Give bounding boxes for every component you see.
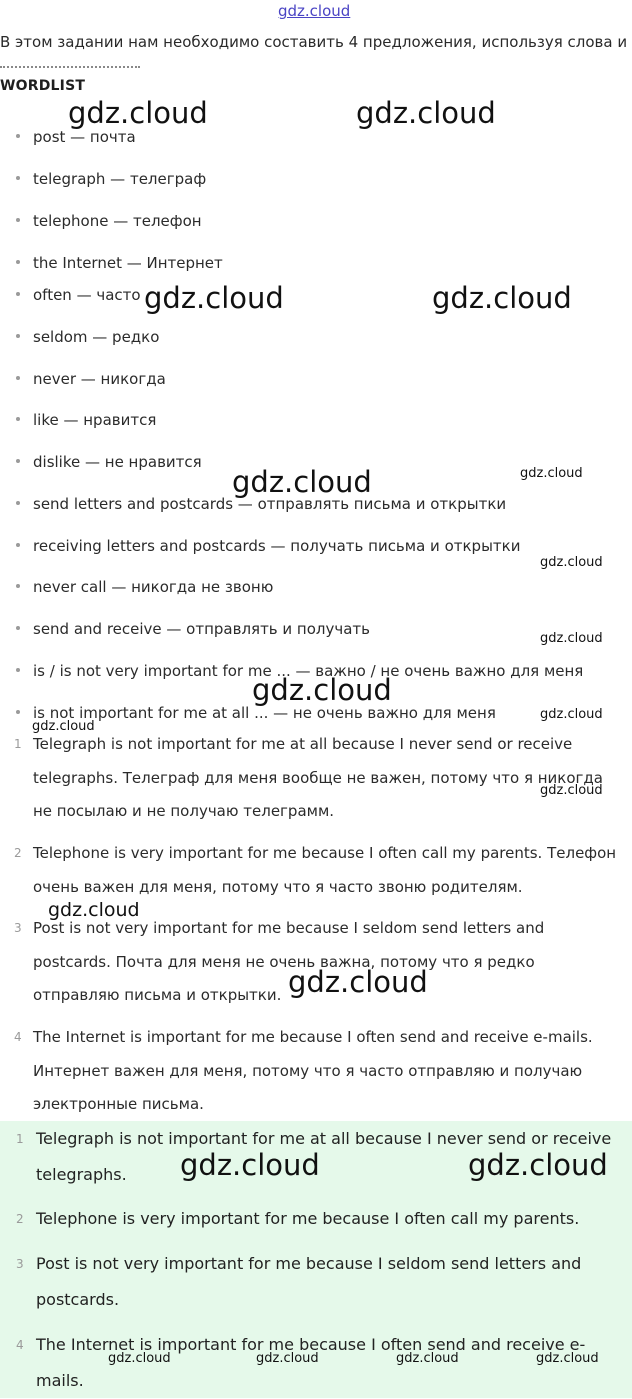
watermark: gdz.cloud [252, 673, 392, 707]
wordlist-item-text: is / is not very important for me ... — важно / не очень важно для меня [33, 662, 584, 680]
bullet-icon [16, 459, 20, 463]
watermark: gdz.cloud [540, 631, 603, 646]
watermark: gdz.cloud [520, 466, 583, 481]
item-number: 1 [14, 737, 22, 751]
watermark: gdz.cloud [432, 281, 572, 315]
wordlist-item-text: send and receive — отправлять и получать [33, 620, 371, 638]
watermark: gdz.cloud [144, 281, 284, 315]
wordlist-item [16, 620, 370, 638]
wordlist-item-text: post — почта [33, 128, 136, 146]
item-number: 2 [16, 1212, 24, 1226]
watermark: gdz.cloud [180, 1148, 320, 1182]
item-number: 4 [14, 1030, 22, 1044]
watermark: gdz.cloud [396, 1351, 459, 1366]
item-number: 3 [14, 921, 22, 935]
intro-text: В этом задании нам необходимо составить 4 предложения, используя слова и [0, 33, 628, 51]
wordlist-item-text: telephone — телефон [33, 212, 202, 230]
watermark: gdz.cloud [468, 1148, 608, 1182]
watermark: gdz.cloud [536, 1351, 599, 1366]
wordlist-item [16, 328, 159, 346]
item-text: Post is not very important for me because I seldom send letters and postcards. [36, 1254, 582, 1309]
watermark: gdz.cloud [68, 96, 208, 130]
bullet-icon [16, 218, 20, 222]
bullet-icon [16, 417, 20, 421]
item-number: 4 [16, 1338, 24, 1352]
watermark: gdz.cloud [540, 707, 603, 722]
wordlist-item [16, 254, 223, 272]
wordlist-heading: WORDLIST [0, 78, 86, 94]
item-number: 2 [14, 846, 22, 860]
watermark: gdz.cloud [540, 555, 603, 570]
wordlist-item-text: the Internet — Интернет [33, 254, 223, 272]
wordlist-item-text: often — часто [33, 286, 141, 304]
bullet-icon [16, 292, 20, 296]
bullet-icon [16, 626, 20, 630]
wordlist-item [16, 170, 206, 188]
item-text: Telephone is very important for me because I often call my parents. [36, 1209, 580, 1228]
watermark: gdz.cloud [232, 465, 372, 499]
site-link[interactable]: gdz.cloud [278, 2, 351, 20]
bullet-icon [16, 543, 20, 547]
wordlist-item [16, 212, 202, 230]
wordlist-item [16, 128, 136, 146]
bullet-icon [16, 260, 20, 264]
wordlist-item-text: receiving letters and postcards — получать письма и открытки [33, 537, 521, 555]
wordlist-item-text: is not important for me at all ... — не очень важно для меня [33, 704, 496, 722]
wordlist-item [16, 704, 496, 722]
bullet-icon [16, 334, 20, 338]
wordlist-item-text: dislike — не нравится [33, 453, 202, 471]
wordlist-item-text: never call — никогда не звоню [33, 578, 274, 596]
item-text: The Internet is important for me because I often send and receive e-mails. Интернет важен для меня, потому что я часто отправляю и получаю электронные письма. [33, 1028, 593, 1113]
wordlist-item-text: never — никогда [33, 370, 166, 388]
wordlist-item [16, 578, 273, 596]
watermark: gdz.cloud [32, 719, 95, 734]
wordlist-item [16, 662, 583, 680]
wordlist-item-text: like — нравится [33, 411, 157, 429]
item-text: Telephone is very important for me because I often call my parents. Телефон очень важен для меня, потому что я часто звоню родителям. [33, 844, 617, 896]
item-text: Telegraph is not important for me at all because I never send or receive telegraphs. [36, 1129, 612, 1184]
bullet-icon [16, 710, 20, 714]
bullet-icon [16, 376, 20, 380]
intro-continuation [0, 60, 180, 70]
item-text: Telegraph is not important for me at all because I never send or receive telegraphs. Телеграф для меня вообще не важен, потому что я никогда не посылаю и не получаю телеграмм. [33, 735, 603, 820]
list-item [14, 728, 620, 828]
wordlist-item [16, 286, 141, 304]
wordlist-item [16, 453, 202, 471]
wordlist-item [16, 495, 506, 513]
wordlist-item-text: seldom — редко [33, 328, 160, 346]
item-number: 3 [16, 1257, 24, 1271]
wordlist-item [16, 537, 520, 555]
list-item [14, 1021, 620, 1121]
bullet-icon [16, 501, 20, 505]
item-number: 1 [16, 1132, 24, 1146]
wordlist-item [16, 411, 156, 429]
watermark: gdz.cloud [256, 1351, 319, 1366]
bullet-icon [16, 134, 20, 138]
wordlist-item-text: telegraph — телеграф [33, 170, 207, 188]
bullet-icon [16, 668, 20, 672]
wordlist-item [16, 370, 166, 388]
watermark: gdz.cloud [48, 899, 140, 921]
watermark: gdz.cloud [540, 783, 603, 798]
watermark: gdz.cloud [356, 96, 496, 130]
watermark: gdz.cloud [108, 1351, 171, 1366]
list-item [14, 837, 620, 905]
bullet-icon [16, 584, 20, 588]
wordlist-item-text: send letters and postcards — отправлять письма и открытки [33, 495, 507, 513]
bullet-icon [16, 176, 20, 180]
item-text: The Internet is important for me because I often send and receive e-mails. [36, 1335, 586, 1390]
watermark: gdz.cloud [288, 965, 428, 999]
list-item [14, 912, 620, 1012]
item-text: Post is not very important for me because I seldom send letters and postcards. Почта для меня не очень важна, потому что я редко отправляю письма и открытки. [33, 919, 545, 1004]
